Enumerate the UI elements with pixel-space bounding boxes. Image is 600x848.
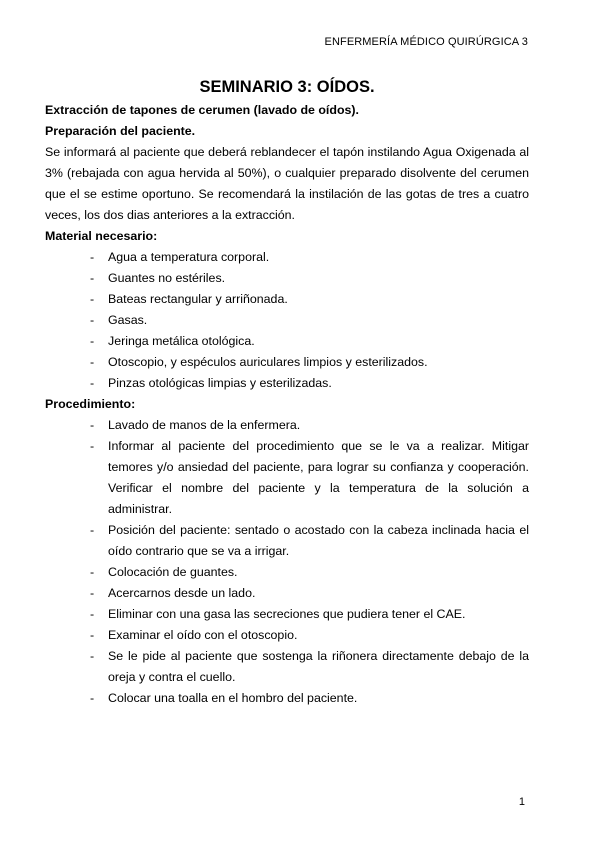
- procedure-item: [45, 625, 529, 646]
- procedure-item: [45, 646, 529, 688]
- procedure-item-text: Eliminar con una gasa las secreciones que pudiera tener el CAE.: [108, 607, 466, 621]
- material-item: [45, 247, 529, 268]
- material-item-text: Jeringa metálica otológica.: [108, 334, 255, 348]
- list-dash: -: [90, 250, 95, 264]
- material-item-text: Guantes no estériles.: [108, 271, 226, 285]
- preparation-heading: Preparación del paciente.: [45, 124, 196, 138]
- procedure-item: [45, 583, 529, 604]
- list-dash: -: [90, 376, 95, 390]
- list-dash: -: [90, 565, 95, 579]
- material-item: [45, 289, 529, 310]
- procedure-heading: Procedimiento:: [45, 397, 136, 411]
- material-item: [45, 268, 529, 289]
- document-body: [45, 76, 529, 709]
- material-item: [45, 373, 529, 394]
- preparation-paragraph: Se informará al paciente que deberá reblandecer el tapón instilando Agua Oxigenada al 3% (rebajada con agua hervida al 50%), o cualquier preparado disolvente del cerumen que el se estime oportuno. Se recomendará la instilación de las gotas de tres a cuatro veces, los dos dias anteriores a la extracción.: [45, 145, 529, 222]
- page-header: ENFERMERÍA MÉDICO QUIRÚRGICA 3: [324, 36, 528, 48]
- procedure-item-text: Acercarnos desde un lado.: [108, 586, 256, 600]
- page-number: 1: [518, 796, 525, 808]
- list-dash: -: [90, 355, 95, 369]
- list-dash: -: [90, 334, 95, 348]
- procedure-item-text: Posición del paciente: sentado o acostado con la cabeza inclinada hacia el oído contrario que se va a irrigar.: [108, 523, 529, 558]
- list-dash: -: [90, 523, 95, 537]
- material-item-text: Gasas.: [108, 313, 148, 327]
- material-item: [45, 310, 529, 331]
- procedure-item: [45, 562, 529, 583]
- material-item-text: Otoscopio, y espéculos auriculares limpios y esterilizados.: [108, 355, 428, 369]
- list-dash: -: [90, 586, 95, 600]
- procedure-item-text: Colocar una toalla en el hombro del paciente.: [108, 691, 358, 705]
- material-item-text: Agua a temperatura corporal.: [108, 250, 270, 264]
- list-dash: -: [90, 292, 95, 306]
- procedure-item: [45, 415, 529, 436]
- list-dash: -: [90, 439, 95, 453]
- list-dash: -: [90, 418, 95, 432]
- procedure-item: [45, 436, 529, 520]
- material-item: [45, 352, 529, 373]
- procedure-item-text: Examinar el oído con el otoscopio.: [108, 628, 298, 642]
- list-dash: -: [90, 691, 95, 705]
- page-title: SEMINARIO 3: OÍDOS.: [199, 78, 375, 96]
- material-item-text: Bateas rectangular y arriñonada.: [108, 292, 288, 306]
- procedure-item-text: Lavado de manos de la enfermera.: [108, 418, 301, 432]
- material-item: [45, 331, 529, 352]
- list-dash: -: [90, 628, 95, 642]
- list-dash: -: [90, 607, 95, 621]
- procedure-list: [45, 415, 529, 709]
- procedure-item-text: Se le pide al paciente que sostenga la riñonera directamente debajo de la oreja y contra el cuello.: [108, 649, 529, 684]
- section-title: Extracción de tapones de cerumen (lavado de oídos).: [45, 103, 359, 117]
- material-item-text: Pinzas otológicas limpias y esterilizadas.: [108, 376, 332, 390]
- procedure-item: [45, 520, 529, 562]
- procedure-item: [45, 604, 529, 625]
- material-heading: Material necesario:: [45, 229, 158, 243]
- procedure-item-text: Informar al paciente del procedimiento que se le va a realizar. Mitigar temores y/o ansiedad del paciente, para lograr su confianza y cooperación. Verificar el nombre del paciente y la temperatura de la solución a administrar.: [108, 439, 529, 516]
- list-dash: -: [90, 649, 95, 663]
- list-dash: -: [90, 313, 95, 327]
- procedure-item-text: Colocación de guantes.: [108, 565, 238, 579]
- material-list: [45, 247, 529, 394]
- procedure-item: [45, 688, 529, 709]
- list-dash: -: [90, 271, 95, 285]
